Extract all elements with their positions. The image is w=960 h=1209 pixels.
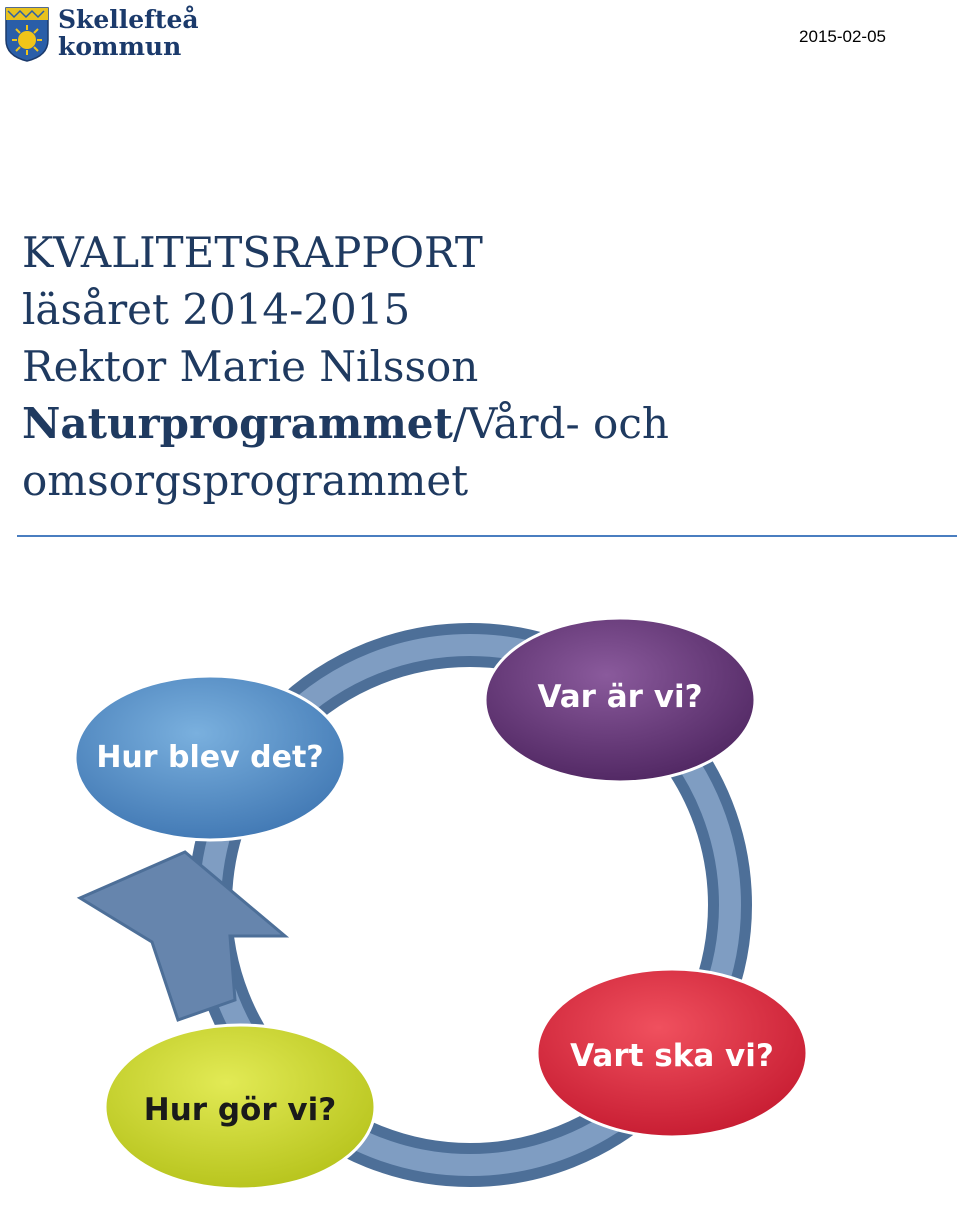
logo-line-1: Skellefteå xyxy=(58,5,199,34)
cycle-arrow-head xyxy=(80,852,285,1020)
step-label-hur-blev-det: Hur blev det? xyxy=(96,740,324,775)
step-label-vart-ska-vi: Vart ska vi? xyxy=(570,1038,774,1074)
document-date: 2015-02-05 xyxy=(799,27,886,46)
title-line-1: KVALITETSRAPPORT xyxy=(22,228,483,277)
title-line-2: läsåret 2014-2015 xyxy=(22,285,411,334)
title-line-4 xyxy=(22,395,942,452)
quality-cycle-diagram xyxy=(60,590,840,1200)
coat-of-arms-icon xyxy=(4,6,50,62)
step-label-hur-gor-vi: Hur gör vi? xyxy=(143,1092,337,1128)
title-line-3: Rektor Marie Nilsson xyxy=(22,342,479,391)
program-name-rest: /Vård- och xyxy=(452,399,669,448)
program-name-bold: Naturprogrammet xyxy=(22,399,453,448)
divider-line xyxy=(17,535,957,537)
logo-wordmark xyxy=(58,6,199,60)
municipality-logo xyxy=(4,4,204,64)
report-title xyxy=(22,224,942,509)
logo-line-2: kommun xyxy=(58,32,182,61)
step-label-var-ar-vi: Var är vi? xyxy=(537,679,703,715)
title-line-5: omsorgsprogrammet xyxy=(22,456,469,505)
